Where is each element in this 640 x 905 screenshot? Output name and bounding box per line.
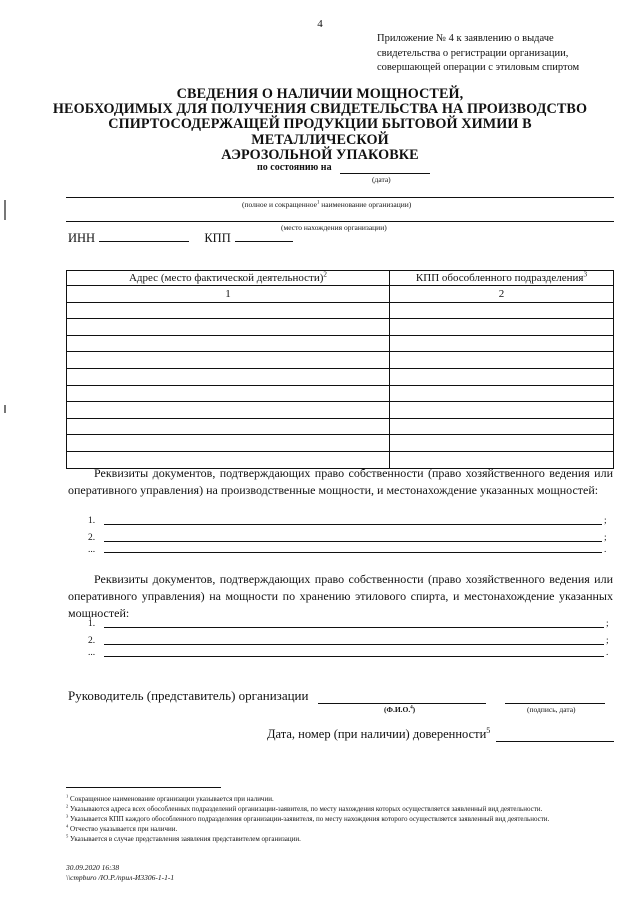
kpp-cell[interactable] xyxy=(390,335,614,352)
document-title xyxy=(40,87,600,163)
section2-item-end: ; xyxy=(606,636,609,646)
kpp-cell[interactable] xyxy=(390,319,614,336)
table-row xyxy=(67,385,614,402)
footnote-ref: 5 xyxy=(486,725,491,735)
table-row xyxy=(67,352,614,369)
footnote-separator xyxy=(66,787,221,788)
kpp-cell[interactable] xyxy=(390,352,614,369)
table-row xyxy=(67,418,614,435)
section2-item-field[interactable] xyxy=(104,627,604,628)
address-table xyxy=(66,270,614,469)
section1-item-field[interactable] xyxy=(104,524,602,525)
title-line: АЭРОЗОЛЬНОЙ УПАКОВКЕ xyxy=(221,146,419,163)
column-number: 1 xyxy=(67,286,390,303)
section1-item-number: ... xyxy=(88,545,96,555)
file-stamp-path: \\cmpburo /Ю.Р./прил-И3306-1-1-1 xyxy=(66,873,175,882)
appendix-line: свидетельства о регистрации организации, xyxy=(377,47,569,59)
address-cell[interactable] xyxy=(67,368,390,385)
table-row xyxy=(67,302,614,319)
address-cell[interactable] xyxy=(67,435,390,452)
title-line: СПИРТОСОДЕРЖАЩЕЙ ПРОДУКЦИИ БЫТОВОЙ ХИМИИ В МЕТАЛЛИЧЕСКОЙ xyxy=(108,116,532,148)
section2-text: Реквизиты документов, подтверждающих право собственности (право хозяйственного ведения или оперативного управления) на мощности по хранению этилового спирта, и местонахождение указанных мощностей: xyxy=(68,572,613,620)
footnotes xyxy=(66,794,611,844)
inn-kpp-row xyxy=(68,231,293,246)
kpp-cell[interactable] xyxy=(390,435,614,452)
section1-item-end: ; xyxy=(604,533,607,543)
table-row xyxy=(67,319,614,336)
appendix-line: Приложение № 4 к заявлению о выдаче xyxy=(377,33,554,44)
section1-text: Реквизиты документов, подтверждающих право собственности (право хозяйственного ведения или оперативного управления) на производственные мощности, и местонахождение указанных мощностей: xyxy=(68,466,613,497)
appendix-line: совершающей операции с этиловым спиртом xyxy=(377,62,580,73)
footnote: $^4$ Отчество указывается при наличии. xyxy=(66,823,178,833)
footnote-ref: 3 xyxy=(583,270,588,279)
footnote: $^5$ Указывается в случае представления заявления представителем организации. xyxy=(66,833,301,843)
signature-field[interactable] xyxy=(505,703,605,704)
org-name-caption xyxy=(242,200,411,209)
column-header-address: Адрес (место фактической деятельности)$^2$ xyxy=(67,271,390,286)
date-field[interactable] xyxy=(340,173,430,174)
scan-mark xyxy=(4,405,6,413)
section2-item-end: . xyxy=(606,648,609,658)
org-name-caption-tail: наименование организации) xyxy=(319,200,412,209)
fio-caption: (Ф.И.О.$^4$) xyxy=(384,705,416,714)
section1-item-number: 2. xyxy=(88,533,96,543)
footnote: $^3$ Указывается КПП каждого обособленного подразделения организации-заявителя, по месту нахождения которого осуществляется заявленный вид деятельности. xyxy=(66,813,550,823)
footnote-ref: 4 xyxy=(410,705,413,711)
footnote-ref: 1 xyxy=(316,200,320,206)
footnote-number: 2 xyxy=(66,803,69,809)
address-cell[interactable] xyxy=(67,302,390,319)
address-cell[interactable] xyxy=(67,335,390,352)
proxy-label: Дата, номер (при наличии) доверенности$^5$ xyxy=(267,725,491,741)
appendix-note xyxy=(377,32,607,76)
address-cell[interactable] xyxy=(67,319,390,336)
section2-item-field[interactable] xyxy=(104,656,604,657)
kpp-cell[interactable] xyxy=(390,418,614,435)
column-header-kpp: КПП обособленного подразделения$^3$ xyxy=(390,271,614,286)
section2-item-number: 2. xyxy=(88,636,96,646)
inn-label: ИНН xyxy=(68,231,96,245)
column-number: 2 xyxy=(390,286,614,303)
section2-item-number: 1. xyxy=(88,619,96,629)
address-cell[interactable] xyxy=(67,418,390,435)
section2-item-end: ; xyxy=(606,619,609,629)
footnote-number: 4 xyxy=(66,823,69,829)
fio-field[interactable] xyxy=(318,703,486,704)
kpp-field[interactable] xyxy=(235,231,293,242)
scan-mark xyxy=(4,200,6,220)
section2-item-number: ... xyxy=(88,648,96,658)
location-caption: (место нахождения организации) xyxy=(281,223,387,232)
table-row xyxy=(67,368,614,385)
table-header-row xyxy=(67,271,614,286)
table-number-row xyxy=(67,286,614,303)
address-cell[interactable] xyxy=(67,402,390,419)
section1-item-field[interactable] xyxy=(104,541,602,542)
proxy-field[interactable] xyxy=(496,741,614,742)
sign-caption: (подпись, дата) xyxy=(527,705,576,714)
page-number: 4 xyxy=(317,18,323,30)
kpp-cell[interactable] xyxy=(390,302,614,319)
section1-item-field[interactable] xyxy=(104,552,602,553)
section1-item-end: ; xyxy=(604,516,607,526)
footnote-ref: 2 xyxy=(323,270,327,279)
file-stamp-date: 30.09.2020 16:38 xyxy=(66,863,120,872)
footnote-number: 5 xyxy=(66,833,69,839)
section1-item-number: 1. xyxy=(88,516,96,526)
kpp-label: КПП xyxy=(204,231,231,245)
table-row xyxy=(67,335,614,352)
org-name-caption-text: (полное и сокращенное xyxy=(242,200,317,209)
title-line: СВЕДЕНИЯ О НАЛИЧИИ МОЩНОСТЕЙ, xyxy=(176,86,464,102)
footnote-number: 1 xyxy=(66,793,69,799)
title-line: НЕОБХОДИМЫХ ДЛЯ ПОЛУЧЕНИЯ СВИДЕТЕЛЬСТВА НА ПРОИЗВОДСТВО xyxy=(52,101,588,118)
as-of-label: по состоянию на xyxy=(257,162,332,173)
org-name-field[interactable] xyxy=(66,197,614,198)
org-location-field[interactable] xyxy=(66,221,614,222)
footnote: $^2$ Указываются адреса всех обособленных подразделений организации-заявителя, по месту нахождения которых осуществляется заявленный вид деятельности. xyxy=(66,803,543,813)
footnote-number: 3 xyxy=(66,813,69,819)
address-cell[interactable] xyxy=(67,352,390,369)
section1-item-end: . xyxy=(604,545,607,555)
section2-item-field[interactable] xyxy=(104,644,604,645)
head-label: Руководитель (представитель) организации xyxy=(68,688,309,703)
table-row xyxy=(67,402,614,419)
inn-field[interactable] xyxy=(99,231,189,242)
kpp-cell[interactable] xyxy=(390,402,614,419)
address-cell[interactable] xyxy=(67,385,390,402)
date-caption: (дата) xyxy=(372,175,391,184)
table-row xyxy=(67,435,614,452)
kpp-cell[interactable] xyxy=(390,385,614,402)
kpp-cell[interactable] xyxy=(390,368,614,385)
footnote: $^1$ Сокращенное наименование организации указывается при наличии. xyxy=(66,793,274,803)
